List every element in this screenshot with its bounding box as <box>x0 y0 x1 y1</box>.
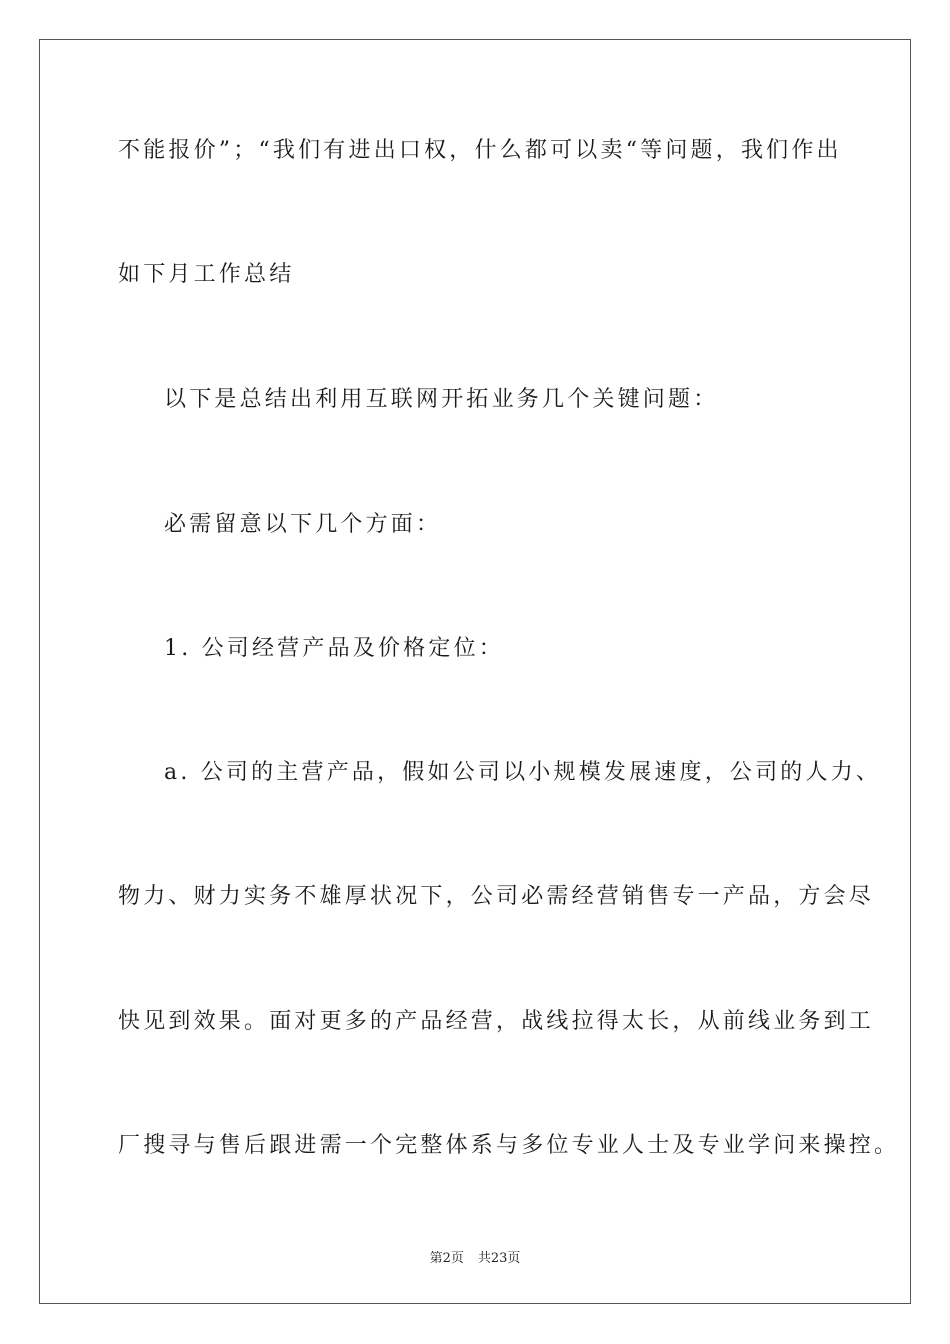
page-total: 共23页 <box>477 1251 521 1266</box>
page-border <box>39 39 911 1304</box>
page-footer <box>0 1247 950 1266</box>
body-text-line: 必需留意以下几个方面： <box>164 512 442 537</box>
body-text-line: 厂搜寻与售后跟进需一个完整体系与多位专业人士及专业学问来操控。 <box>118 1133 900 1158</box>
body-text-line: 物力、财力实务不雄厚状况下，公司必需经营销售专一产品，方会尽 <box>118 884 875 909</box>
numbered-heading: 1. 公司经营产品及价格定位： <box>164 636 504 661</box>
body-text-line: 快见到效果。面对更多的产品经营，战线拉得太长，从前线业务到工 <box>118 1009 875 1034</box>
body-text-line: 如下月工作总结 <box>118 262 295 287</box>
body-text-line: a. 公司的主营产品，假如公司以小规模发展速度，公司的人力、 <box>164 760 882 785</box>
body-text-line: 以下是总结出利用互联网开拓业务几个关键问题： <box>164 387 719 412</box>
page-number: 第2页 <box>429 1251 464 1266</box>
body-text-line: 不能报价”；“我们有进出口权，什么都可以卖“等问题，我们作出 <box>118 138 842 163</box>
